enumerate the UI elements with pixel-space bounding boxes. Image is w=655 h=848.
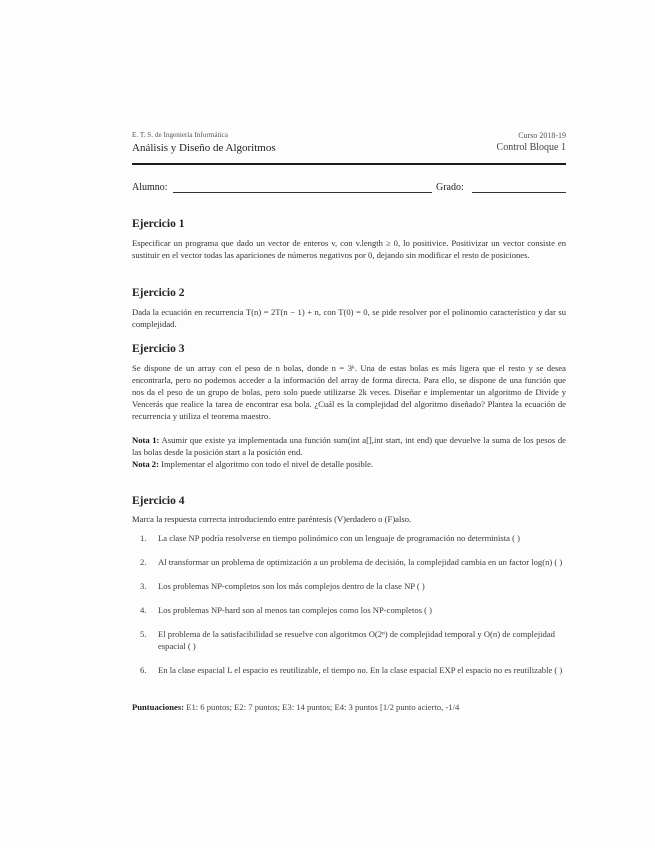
list-item[interactable]: [132, 664, 566, 676]
list-item[interactable]: [132, 556, 566, 568]
grade-label: Grado:: [436, 182, 464, 193]
student-name-label: Alumno:: [132, 182, 168, 193]
item-number: 1.: [140, 533, 147, 543]
item-text: Los problemas NP-hard son al menos tan complejos como los NP-completos ( ): [158, 605, 433, 615]
exercise-1-title: Ejercicio 1: [132, 218, 185, 230]
list-item[interactable]: [132, 580, 566, 592]
exercise-3-title: Ejercicio 3: [132, 343, 185, 355]
exercise-2-title: Ejercicio 2: [132, 287, 185, 299]
grade-field[interactable]: [472, 192, 566, 193]
course-title: Análisis y Diseño de Algoritmos: [132, 142, 276, 154]
item-number: 2.: [140, 557, 147, 567]
scoring-label: Puntuaciones:: [132, 702, 185, 712]
scoring-line: [132, 702, 566, 712]
item-text: En la clase espacial L el espacio es reutilizable, el tiempo no. En la clase espacial EXP el espacio no es reutilizable ( ): [158, 665, 563, 675]
exercise-3-text: Se dispone de un array con el peso de n bolas, donde n = 3ᵏ. Una de estas bolas es más ligera que el resto y se desea encontrarla, pero no podemos acceder a la información del array de forma directa. Para ello, se dispone de una función que nos da el peso de un grupo de bolas, pero solo puede utilizarse 2k veces. Diseñar e implementar un algoritmo de Divide y Vencerás que realice la tarea de encontrar esa bola. ¿Cuál es la complejidad del algoritmo diseñado? Plantea la ecuación de recurrencia y utiliza el teorema maestro.: [132, 363, 566, 421]
student-name-field[interactable]: [173, 192, 432, 193]
note-1-label: Nota 1:: [132, 435, 160, 445]
item-text: Al transformar un problema de optimización a un problema de decisión, la complejidad cambia en un factor log(n) ( ): [158, 557, 563, 567]
note-2-text: Implementar el algoritmo con todo el nivel de detalle posible.: [161, 459, 374, 469]
list-item[interactable]: [132, 604, 566, 616]
note-2-label: Nota 2:: [132, 459, 159, 469]
exercise-4-title: Ejercicio 4: [132, 495, 185, 507]
item-text: El problema de la satisfacibilidad se resuelve con algoritmos O(2ⁿ) de complejidad temporal y O(n) de complejidad espacial ( ): [158, 629, 555, 651]
item-text: Los problemas NP-completos son los más complejos dentro de la clase NP ( ): [158, 581, 425, 591]
note-1-text: Asumir que existe ya implementada una función sum(int a[],int start, int end) que devuelve la suma de los pesos de las bolas desde la posición start a la posición end.: [132, 435, 566, 457]
list-item[interactable]: [132, 628, 566, 652]
scoring-text: E1: 6 puntos; E2: 7 puntos; E3: 14 puntos; E4: 3 puntos [1/2 punto acierto, -1/4: [186, 702, 460, 712]
item-number: 3.: [140, 581, 147, 591]
item-number: 6.: [140, 665, 147, 675]
true-false-list: [132, 532, 566, 688]
exercise-3-note-2: [132, 458, 566, 470]
item-number: 5.: [140, 629, 147, 639]
exam-name: Control Bloque 1: [496, 142, 566, 153]
exercise-3-note-1: [132, 434, 566, 458]
header-rule: [132, 163, 566, 165]
exercise-4-intro: Marca la respuesta correcta introduciendo entre paréntesis (V)erdadero o (F)also.: [132, 514, 412, 524]
item-number: 4.: [140, 605, 147, 615]
academic-year: Curso 2018-19: [518, 131, 566, 140]
item-text: La clase NP podría resolverse en tiempo polinómico con un lenguaje de programación no determinista ( ): [158, 533, 520, 543]
exercise-1-text: Especificar un programa que dado un vector de enteros v, con v.length ≥ 0, lo positivice. Positivizar un vector consiste en sustituir en el vector todas las apariciones de números negativos por 0, dejando sin modificar el resto de posiciones.: [132, 238, 566, 260]
list-item[interactable]: [132, 532, 566, 544]
school-name: E. T. S. de Ingeniería Informática: [132, 131, 228, 139]
exercise-2-text: Dada la ecuación en recurrencia T(n) = 2T(n − 1) + n, con T(0) = 0, se pide resolver por el polinomio característico y dar su complejidad.: [132, 307, 566, 329]
